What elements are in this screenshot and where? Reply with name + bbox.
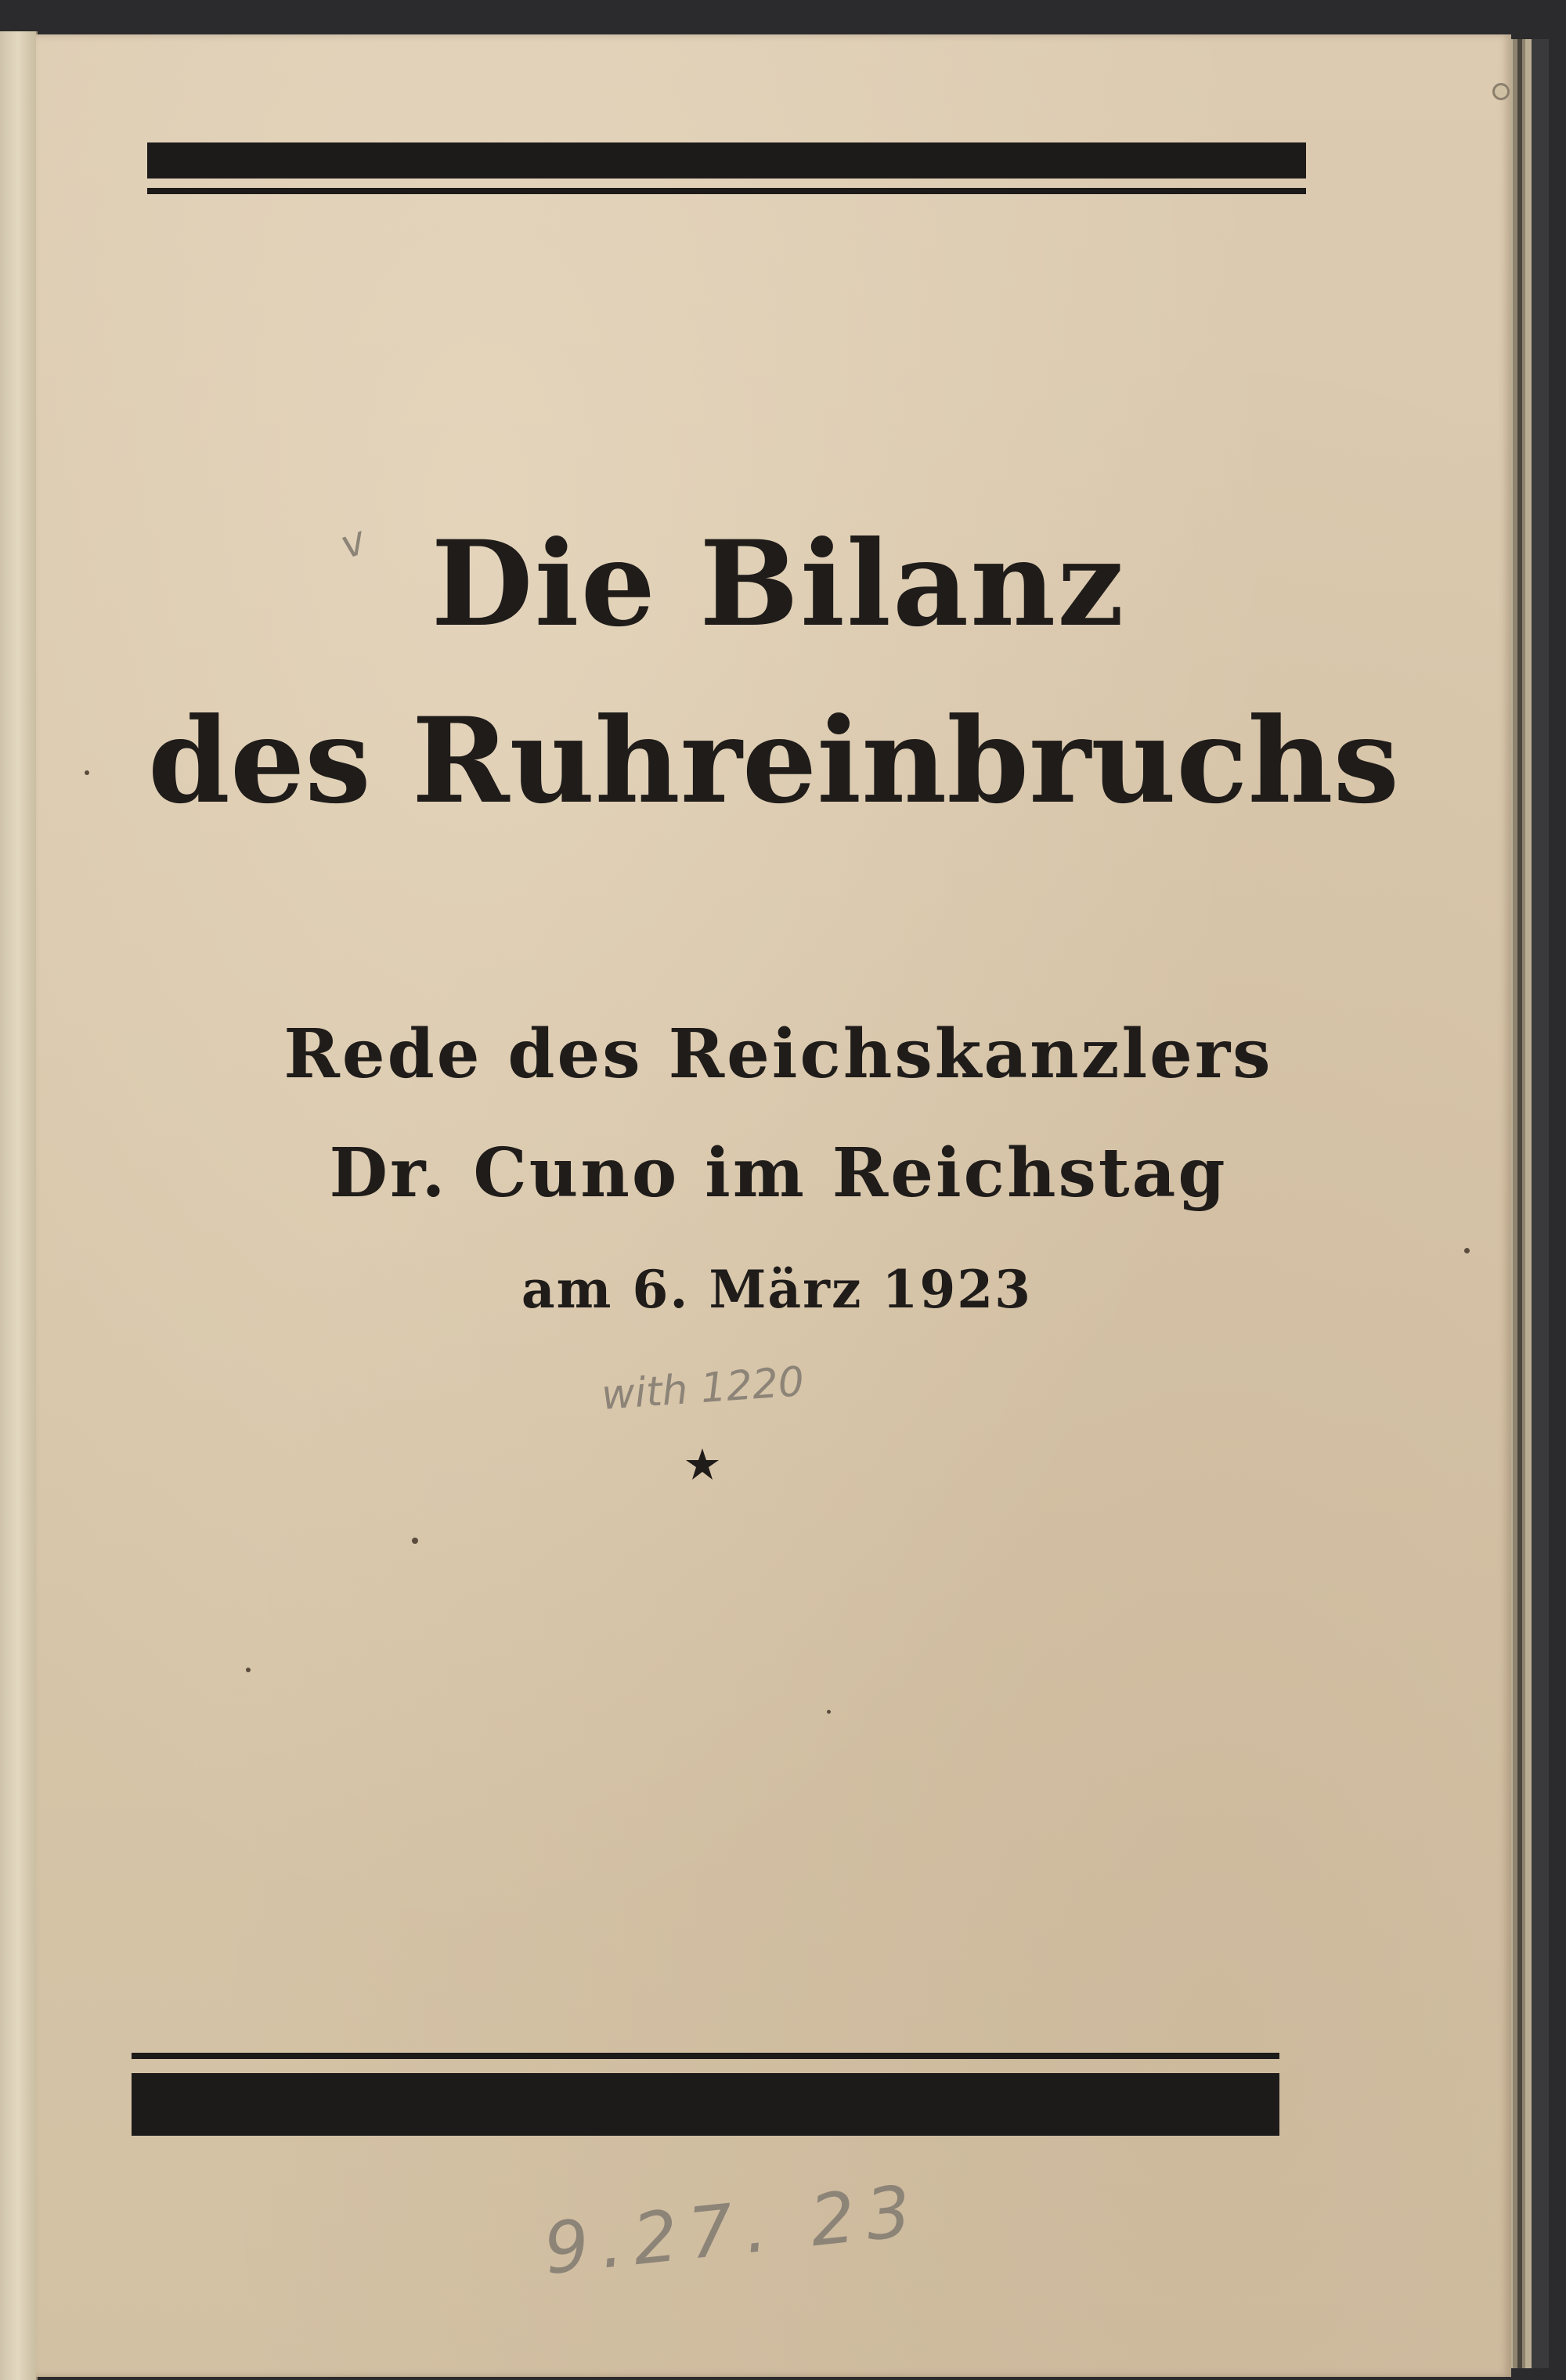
subtitle-line-3-date: am 6. März 1923 [521, 1259, 1033, 1320]
title-line-1: Die Bilanz [431, 515, 1126, 653]
paper-speck [85, 770, 89, 775]
pencil-date-annotation: 9.27. 23 [539, 2169, 926, 2292]
title-line-2: des Ruhreinbruchs [147, 692, 1400, 830]
top-ornamental-rule-thin [147, 188, 1306, 194]
paper-speck [827, 1710, 831, 1714]
paper-speck [412, 1538, 418, 1544]
punch-hole [1492, 83, 1510, 100]
subtitle-line-1: Rede des Reichskanzlers [283, 1015, 1273, 1094]
pencil-shelfmark: with 1220 [600, 1358, 806, 1419]
bottom-ornamental-rule-thin [132, 2053, 1279, 2059]
paper-speck [246, 1668, 251, 1672]
top-ornamental-rule-thick [147, 142, 1306, 178]
star-ornament-icon [683, 1445, 722, 1484]
bottom-ornamental-rule-thick [132, 2073, 1279, 2136]
book-binding-strip [0, 31, 38, 2380]
paper-speck [1464, 1248, 1470, 1253]
pencil-check-mark: v [334, 517, 372, 568]
page-edge-layer [1517, 39, 1522, 2368]
title-page [36, 34, 1511, 2377]
subtitle-line-2: Dr. Cuno im Reichstag [329, 1134, 1228, 1213]
back-cover-edge [1532, 39, 1549, 2368]
